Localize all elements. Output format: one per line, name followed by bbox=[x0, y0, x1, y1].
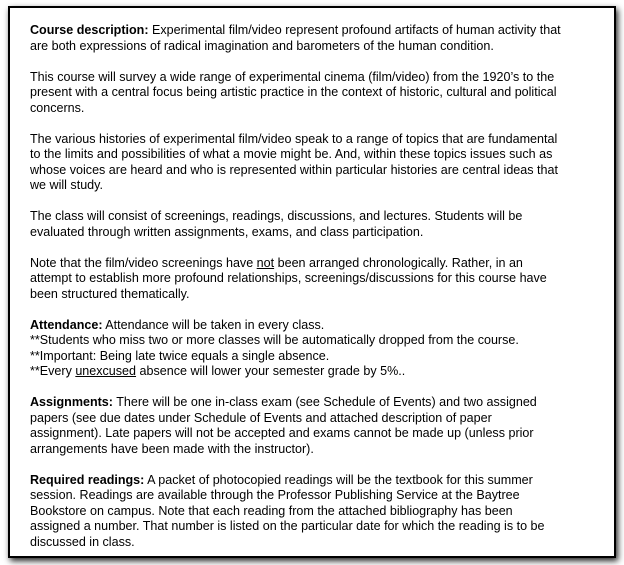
text-run: Attendance will be taken in every class. bbox=[102, 317, 325, 332]
text-line: papers (see due dates under Schedule of Events and attached description of paper bbox=[30, 410, 492, 425]
text-line: been structured thematically. bbox=[30, 286, 190, 301]
text-line: Bookstore on campus. Note that each reading from the attached bibliography has been bbox=[30, 503, 513, 518]
text-run: been arranged chronologically. Rather, in an bbox=[274, 255, 523, 270]
text-line: **Important: Being late twice equals a single absence. bbox=[30, 348, 330, 363]
text-line bbox=[30, 364, 610, 380]
attendance-heading: Attendance: bbox=[30, 317, 103, 332]
text-line: to the limits and possibilities of what a movie might be. And, within these topics issues such as bbox=[30, 147, 553, 161]
required-readings-heading: Required readings: bbox=[30, 472, 145, 487]
course-description-paragraph bbox=[30, 23, 610, 54]
assignments-paragraph bbox=[30, 395, 610, 457]
text-line: session. Readings are available through the Professor Publishing Service at the Baytree bbox=[30, 488, 520, 502]
course-survey-paragraph bbox=[30, 70, 610, 117]
text-run: A packet of photocopied readings will be the textbook for this summer bbox=[144, 472, 533, 487]
text-line: attempt to establish more profound relationships, screenings/discussions for this course have bbox=[30, 271, 547, 285]
text-line: The various histories of experimental film/video speak to a range of topics that are fundamental bbox=[30, 131, 558, 146]
syllabus-text bbox=[30, 23, 610, 550]
text-run: **Every bbox=[30, 364, 76, 378]
document-frame bbox=[8, 6, 616, 558]
text-line: arrangements have been made with the instructor). bbox=[30, 441, 314, 456]
assignments-heading: Assignments: bbox=[30, 395, 113, 409]
text-line: This course will survey a wide range of experimental cinema (film/video) from the 1920’s to the bbox=[30, 69, 555, 84]
histories-paragraph bbox=[30, 132, 610, 194]
text-line: assigned a number. That number is listed on the particular date for which the reading is to be bbox=[30, 519, 545, 533]
text-line: The class will consist of screenings, readings, discussions, and lectures. Students will be bbox=[30, 209, 523, 223]
text-line: discussed in class. bbox=[30, 534, 135, 549]
screenings-note-paragraph bbox=[30, 256, 610, 303]
underlined-unexcused: unexcused bbox=[75, 364, 137, 378]
course-description-heading: Course description: bbox=[30, 23, 149, 37]
text-line bbox=[30, 473, 610, 489]
text-line: evaluated through written assignments, exams, and class participation. bbox=[30, 224, 424, 239]
text-line: whose voices are heard and who is represented within particular histories are central ideas that bbox=[30, 162, 558, 177]
text-run: absence will lower your semester grade by 5%.. bbox=[136, 364, 406, 378]
required-readings-paragraph bbox=[30, 473, 610, 551]
text-line: concerns. bbox=[30, 100, 85, 115]
text-line bbox=[30, 395, 610, 411]
text-line bbox=[30, 318, 610, 334]
text-line bbox=[30, 256, 610, 272]
text-run: Experimental film/video represent profound artifacts of human activity that bbox=[148, 23, 561, 37]
class-format-paragraph bbox=[30, 209, 610, 240]
text-run: Note that the film/video screenings have bbox=[30, 255, 257, 270]
text-line: are both expressions of radical imagination and barometers of the human condition. bbox=[30, 38, 494, 53]
text-line: assignment). Late papers will not be accepted and exams cannot be made up (unless prior bbox=[30, 426, 534, 440]
attendance-paragraph bbox=[30, 318, 610, 380]
text-line bbox=[30, 23, 610, 39]
text-line: we will study. bbox=[30, 178, 103, 192]
text-line: **Students who miss two or more classes will be automatically dropped from the course. bbox=[30, 333, 519, 347]
underlined-not: not bbox=[256, 255, 275, 270]
text-line: present with a central focus being artistic practice in the context of historic, cultural and political bbox=[30, 85, 557, 99]
text-run: There will be one in-class exam (see Schedule of Events) and two assigned bbox=[112, 395, 537, 409]
